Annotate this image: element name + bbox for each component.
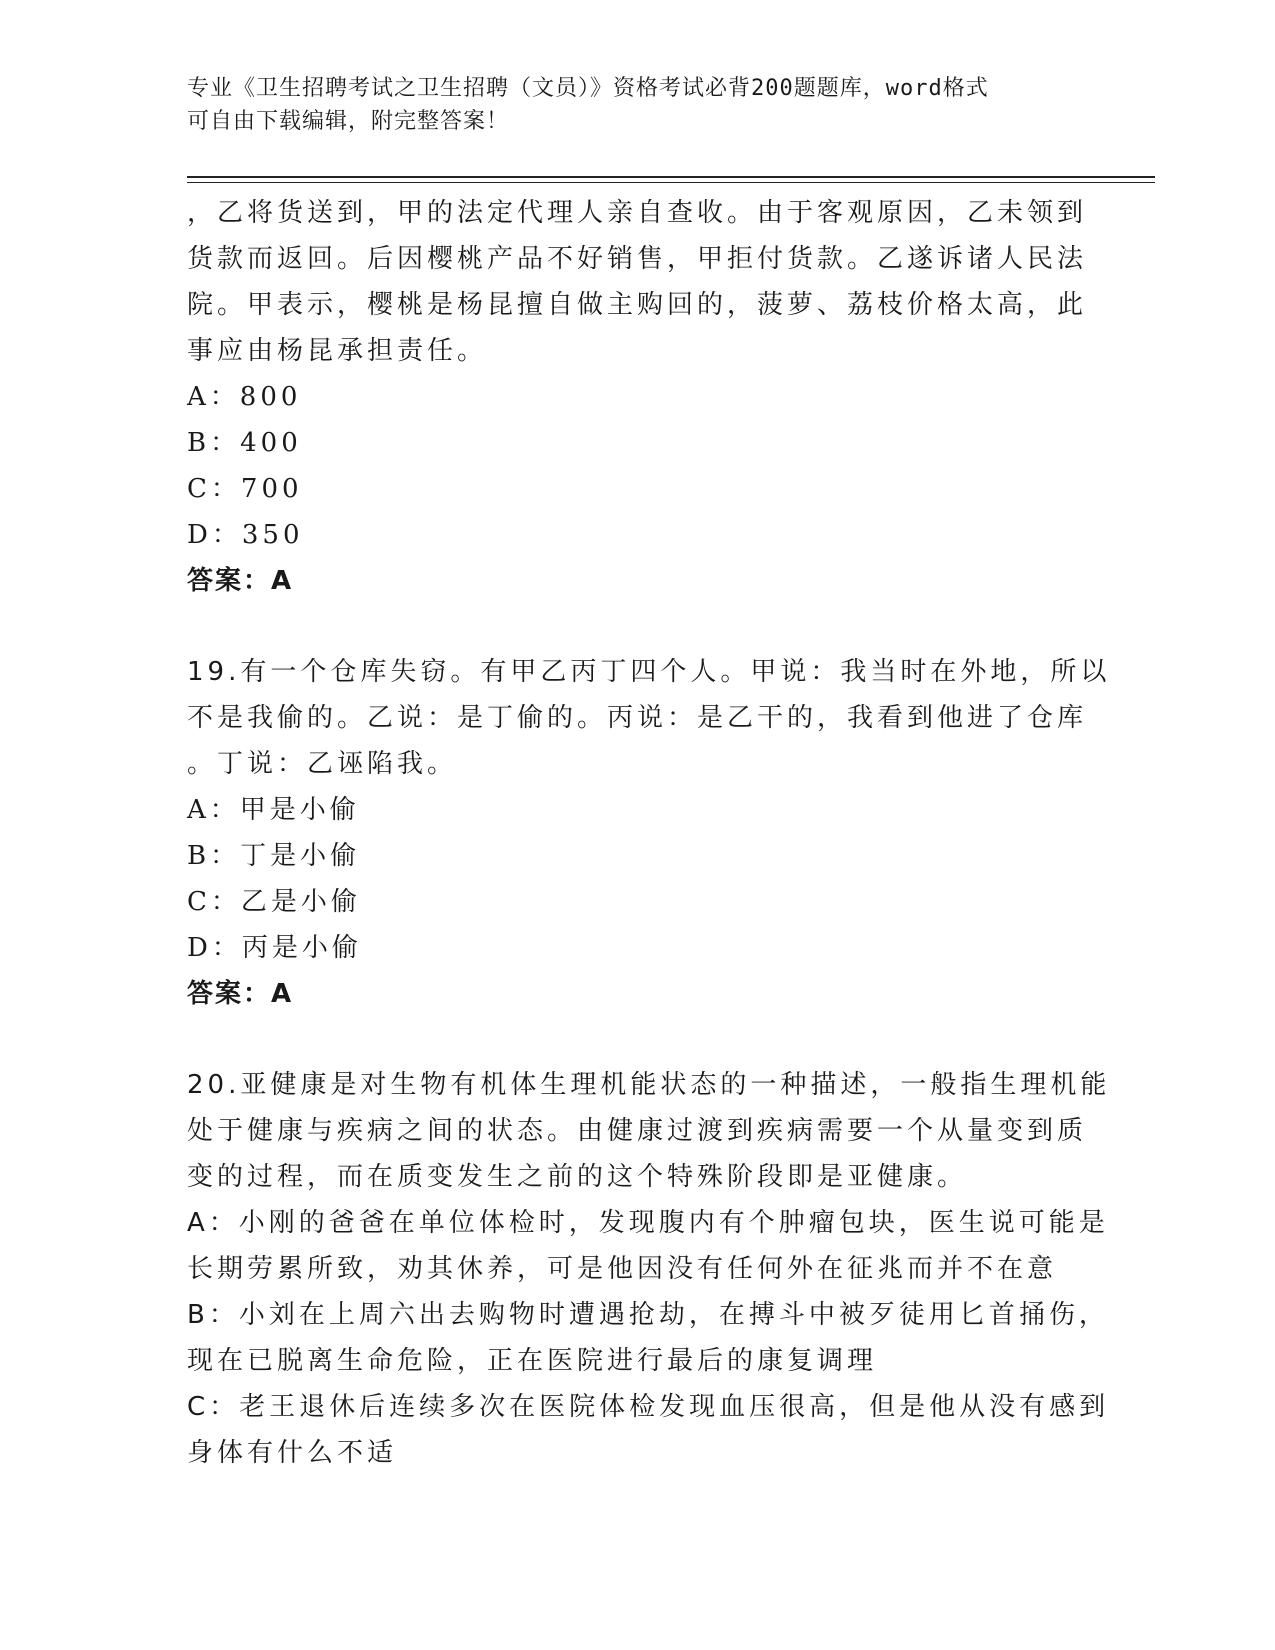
document-header	[187, 72, 1087, 138]
question-text-line: ，乙将货送到，甲的法定代理人亲自查收。由于客观原因，乙未领到	[187, 198, 1088, 228]
question-text-line: 。丁说：乙诬陷我。	[187, 749, 458, 779]
header-line-1: 专业《卫生招聘考试之卫生招聘（文员）》资格考试必背200题题库，word格式	[187, 76, 989, 101]
option-a-line-2: 长期劳累所致，劝其休养，可是他因没有任何外在征兆而并不在意	[187, 1254, 1058, 1284]
header-line-2: 可自由下载编辑，附完整答案！	[187, 109, 510, 134]
question-text-line: 处于健康与疾病之间的状态。由健康过渡到疾病需要一个从量变到质	[187, 1116, 1088, 1146]
option-d: D：350	[187, 520, 304, 550]
option-b: B：400	[187, 428, 302, 458]
spacer	[187, 604, 1087, 649]
option-b-line-1: B：小刘在上周六出去购物时遭遇抢劫，在搏斗中被歹徒用匕首捅伤，	[187, 1300, 1109, 1330]
answer-label: 答案：A	[187, 566, 294, 596]
option-a-line-1: A：小刚的爸爸在单位体检时，发现腹内有个肿瘤包块，医生说可能是	[187, 1208, 1109, 1238]
option-c: C：乙是小偷	[187, 887, 361, 917]
question-text-line: 事应由杨昆承担责任。	[187, 336, 488, 366]
document-body	[187, 190, 1111, 1476]
question-text-line: 20.亚健康是对生物有机体生理机能状态的一种描述，一般指生理机能	[187, 1070, 1111, 1100]
question-20	[187, 1062, 1111, 1476]
option-c-line-2: 身体有什么不适	[187, 1438, 398, 1468]
option-a: A：甲是小偷	[187, 795, 360, 825]
spacer	[187, 1017, 1087, 1062]
option-c-line-1: C：老王退休后连续多次在医院体检发现血压很高，但是他从没有感到	[187, 1392, 1110, 1422]
header-rule-thin	[187, 182, 1155, 183]
question-19	[187, 649, 1111, 1017]
option-b-line-2: 现在已脱离生命危险，正在医院进行最后的康复调理	[187, 1346, 878, 1376]
question-text-line: 变的过程，而在质变发生之前的这个特殊阶段即是亚健康。	[187, 1162, 968, 1192]
question-text-line: 不是我偷的。乙说：是丁偷的。丙说：是乙干的，我看到他进了仓库	[187, 703, 1088, 733]
question-text-line: 19.有一个仓库失窃。有甲乙丙丁四个人。甲说：我当时在外地，所以	[187, 657, 1111, 687]
option-a: A：800	[187, 382, 302, 412]
header-rule-thick	[187, 176, 1155, 178]
question-text-line: 院。甲表示，樱桃是杨昆擅自做主购回的，菠萝、荔枝价格太高，此	[187, 290, 1088, 320]
question-text-line: 货款而返回。后因樱桃产品不好销售，甲拒付货款。乙遂诉诸人民法	[187, 244, 1088, 274]
question-18-tail	[187, 190, 1087, 604]
option-c: C：700	[187, 474, 303, 504]
option-b: B：丁是小偷	[187, 841, 361, 871]
option-d: D：丙是小偷	[187, 933, 362, 963]
answer-label: 答案：A	[187, 979, 294, 1009]
